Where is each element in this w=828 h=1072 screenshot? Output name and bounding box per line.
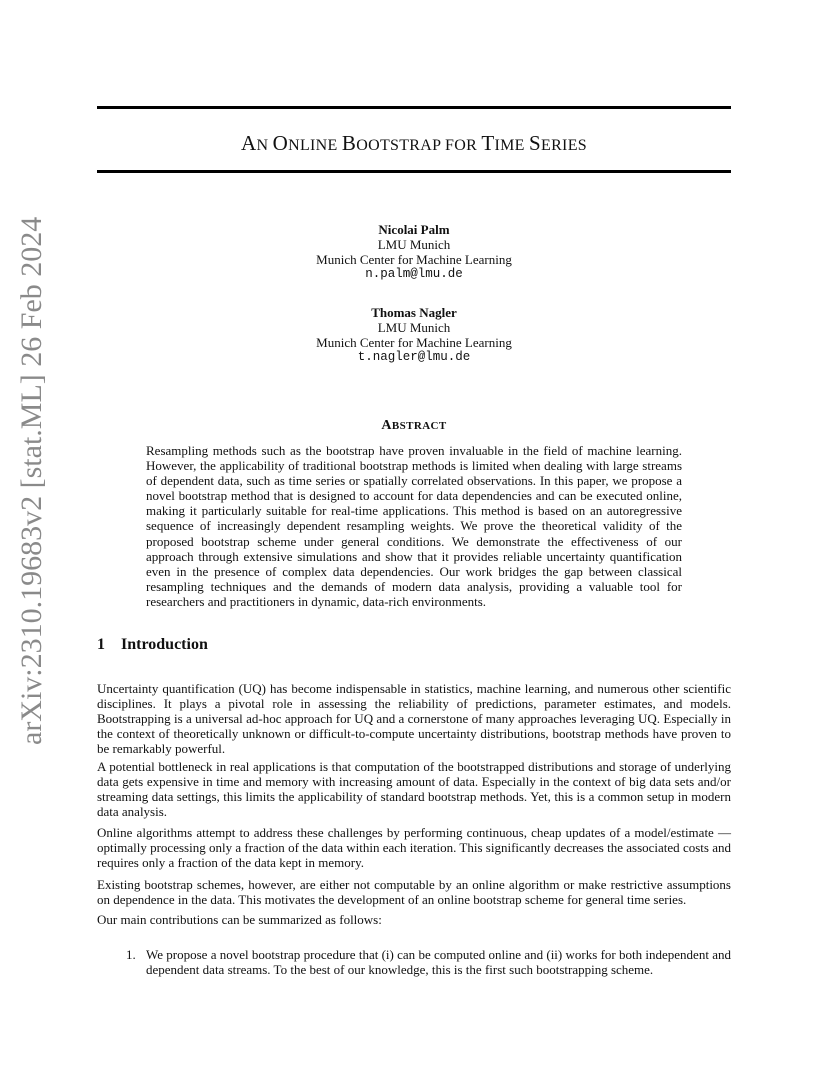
author-affiliation: Munich Center for Machine Learning — [316, 335, 512, 350]
author-email: n.palm@lmu.de — [365, 267, 463, 281]
author-affiliation: LMU Munich — [377, 237, 451, 252]
title-top-rule — [97, 106, 731, 109]
section-title: Introduction — [121, 636, 208, 653]
title-word: ONLINE — [272, 131, 342, 155]
body-paragraph: Existing bootstrap schemes, however, are either not computable by an online algorithm or make restrictive assumptions on dependence in the data. This motivates the development of an online bootstrap scheme for general time series. — [97, 877, 731, 908]
author-block — [97, 305, 731, 365]
author-email: t.nagler@lmu.de — [357, 350, 471, 364]
body-paragraph: Online algorithms attempt to address these challenges by performing continuous, cheap updates of a model/estimate — optimally processing only a fraction of the data within each iteration. This significantly decreases the associated costs and requires only a fraction of the data kept in memory. — [97, 825, 731, 871]
title-word: BOOTSTRAP FOR — [341, 131, 482, 155]
body-paragraph: Uncertainty quantification (UQ) has become indispensable in statistics, machine learning, and numerous other scientific disciplines. It plays a pivotal role in assessing the reliability of predictions, parameter estimates, and models. Bootstrapping is a universal ad-hoc approach for UQ and a cornerstone of many approaches leveraging UQ. Especially in the context of theoretically unknown or difficult-to-compute uncertainty distributions, bootstrap methods have proven to be remarkably powerful. — [97, 681, 731, 757]
body-paragraph: Our main contributions can be summarized as follows: — [97, 912, 382, 927]
section-number: 1 — [97, 636, 105, 653]
list-item — [126, 947, 731, 977]
author-name: Nicolai Palm — [378, 222, 450, 237]
paper-title — [97, 128, 731, 161]
contributions-list — [126, 947, 731, 977]
abstract-text: Resampling methods such as the bootstrap have proven invaluable in the field of machine learning. However, the applicability of traditional bootstrap methods is limited when dealing with large streams of dependent data, such as time series or spatially correlated observations. In this paper, we propose a novel bootstrap method that is designed to account for data dependencies and can be executed online, making it particularly suitable for real-time applications. This method is based on an autoregressive sequence of increasingly dependent resampling weights. We prove the theoretical validity of the proposed bootstrap scheme under general conditions. We demonstrate the effectiveness of our approach through extensive simulations and show that it provides reliable uncertainty quantification even in the presence of complex data dependencies. Our work bridges the gap between classical resampling techniques and the demands of modern data analysis, providing a valuable tool for researchers and practitioners in dynamic, data-rich environments. — [146, 443, 682, 609]
title-word: AN — [241, 131, 273, 155]
title-word: SERIES — [529, 131, 587, 155]
abstract-heading: ABSTRACT — [381, 418, 447, 433]
arxiv-identifier-stamp: arXiv:2310.19683v2 [stat.ML] 26 Feb 2024 — [15, 216, 48, 745]
section-heading — [97, 636, 208, 654]
author-name: Thomas Nagler — [371, 305, 457, 320]
author-affiliation: LMU Munich — [377, 320, 451, 335]
author-affiliation: Munich Center for Machine Learning — [316, 252, 512, 267]
body-paragraph: A potential bottleneck in real applications is that computation of the bootstrapped distributions and storage of underlying data gets expensive in time and memory with increasing amount of data. Especially in the context of big data sets and/or streaming data settings, this limits the applicability of standard bootstrap methods. Yet, this is a common setup in modern data analysis. — [97, 759, 731, 820]
list-item-number: 1. — [126, 947, 136, 962]
list-item-text: We propose a novel bootstrap procedure that (i) can be computed online and (ii) works for both independent and dependent data streams. To the best of our knowledge, this is the first such bootstrapping scheme. — [146, 947, 731, 978]
title-bottom-rule — [97, 170, 731, 173]
author-block — [97, 222, 731, 282]
title-word: TIME — [481, 131, 530, 155]
